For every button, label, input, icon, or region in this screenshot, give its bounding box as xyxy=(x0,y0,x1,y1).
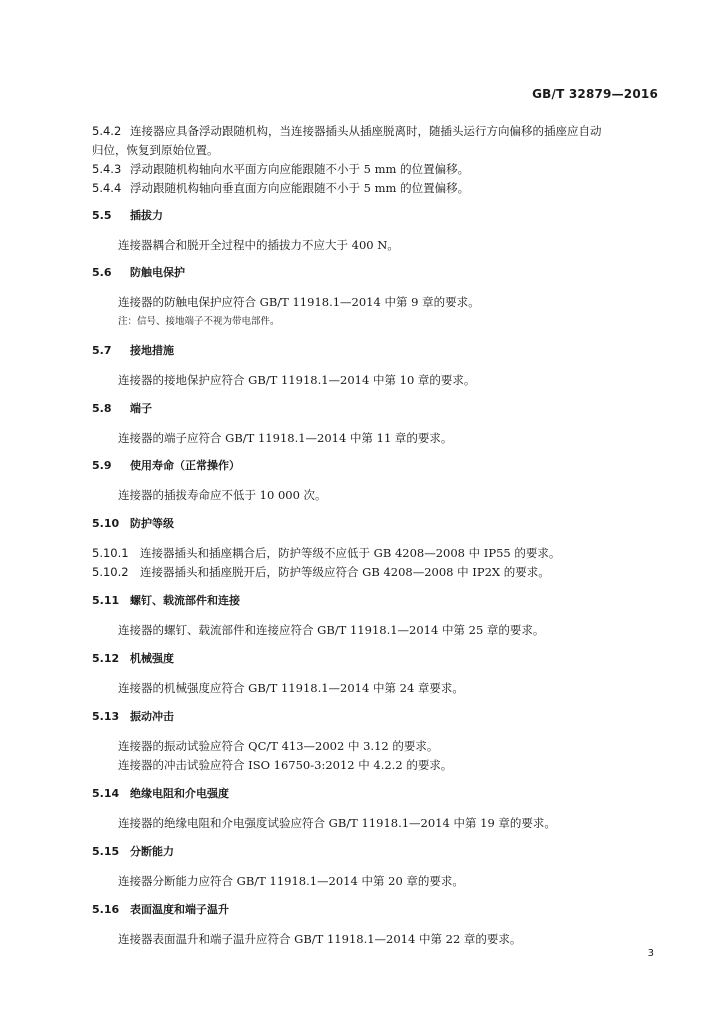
clause-number: 5.10.1 xyxy=(92,546,129,560)
clause-text: 连接器插头和插座耦合后，防护等级不应低于 GB 4208—2008 中 IP55 的要求。 xyxy=(140,546,561,560)
section-heading-5-10: 5.10 防护等级 xyxy=(92,517,174,530)
section-heading-5-11: 5.11 螺钉、载流部件和连接 xyxy=(92,594,240,607)
section-body-5-14: 连接器的绝缘电阻和介电强度试验应符合 GB/T 11918.1—2014 中第 19 章的要求。 xyxy=(118,816,556,830)
section-body-5-6: 连接器的防触电保护应符合 GB/T 11918.1—2014 中第 9 章的要求。 xyxy=(118,295,480,309)
section-body-5-13: 连接器的振动试验应符合 QC/T 413—2002 中 3.12 的要求。 xyxy=(118,739,439,753)
section-heading-5-9: 5.9 使用寿命（正常操作） xyxy=(92,459,240,472)
page-number: 3 xyxy=(647,948,654,959)
section-body-5-8: 连接器的端子应符合 GB/T 11918.1—2014 中第 11 章的要求。 xyxy=(118,431,453,445)
clause-5-10-1 xyxy=(92,546,560,560)
section-body-5-9: 连接器的插拔寿命应不低于 10 000 次。 xyxy=(118,488,327,502)
section-heading-5-6: 5.6 防触电保护 xyxy=(92,266,185,279)
section-heading-5-5: 5.5 插拔力 xyxy=(92,209,163,222)
clause-number: 5.4.3 xyxy=(92,162,122,176)
section-heading-5-7: 5.7 接地措施 xyxy=(92,344,174,357)
clause-text: 连接器插头和插座脱开后，防护等级应符合 GB 4208—2008 中 IP2X 的要求。 xyxy=(140,565,550,579)
standard-code-header: GB/T 32879—2016 xyxy=(532,87,658,101)
section-body-5-7: 连接器的接地保护应符合 GB/T 11918.1—2014 中第 10 章的要求。 xyxy=(118,373,476,387)
section-body-5-11: 连接器的螺钉、载流部件和连接应符合 GB/T 11918.1—2014 中第 25 章的要求。 xyxy=(118,623,545,637)
clause-text: 浮动跟随机构轴向水平面方向应能跟随不小于 5 mm 的位置偏移。 xyxy=(130,162,470,176)
section-body-5-5: 连接器耦合和脱开全过程中的插拔力不应大于 400 N。 xyxy=(118,238,399,252)
clause-number: 5.4.4 xyxy=(92,181,122,195)
section-body-5-16: 连接器表面温升和端子温升应符合 GB/T 11918.1—2014 中第 22 章的要求。 xyxy=(118,932,522,946)
clause-text: 连接器应具备浮动跟随机构，当连接器插头从插座脱离时，随插头运行方向偏移的插座应自动 xyxy=(130,124,602,138)
clause-5-4-3 xyxy=(92,162,469,176)
section-body-5-12: 连接器的机械强度应符合 GB/T 11918.1—2014 中第 24 章要求。 xyxy=(118,681,464,695)
clause-number: 5.10.2 xyxy=(92,565,129,579)
clause-5-4-2-continuation xyxy=(92,143,219,157)
clause-5-4-4 xyxy=(92,181,469,195)
clause-text: 浮动跟随机构轴向垂直面方向应能跟随不小于 5 mm 的位置偏移。 xyxy=(130,181,470,195)
clause-text: 归位，恢复到原始位置。 xyxy=(92,143,219,157)
section-heading-5-13: 5.13 振动冲击 xyxy=(92,710,174,723)
section-body-5-15: 连接器分断能力应符合 GB/T 11918.1—2014 中第 20 章的要求。 xyxy=(118,874,464,888)
section-note-5-6: 注：信号、接地端子不视为带电部件。 xyxy=(118,316,280,327)
clause-number: 5.4.2 xyxy=(92,124,122,138)
section-body-5-13-second: 连接器的冲击试验应符合 ISO 16750-3:2012 中 4.2.2 的要求。 xyxy=(118,758,453,772)
clause-5-4-2 xyxy=(92,124,602,138)
section-heading-5-16: 5.16 表面温度和端子温升 xyxy=(92,903,229,916)
section-heading-5-8: 5.8 端子 xyxy=(92,402,152,415)
section-heading-5-15: 5.15 分断能力 xyxy=(92,845,174,858)
section-heading-5-12: 5.12 机械强度 xyxy=(92,652,174,665)
clause-5-10-2 xyxy=(92,565,550,579)
section-heading-5-14: 5.14 绝缘电阻和介电强度 xyxy=(92,787,229,800)
